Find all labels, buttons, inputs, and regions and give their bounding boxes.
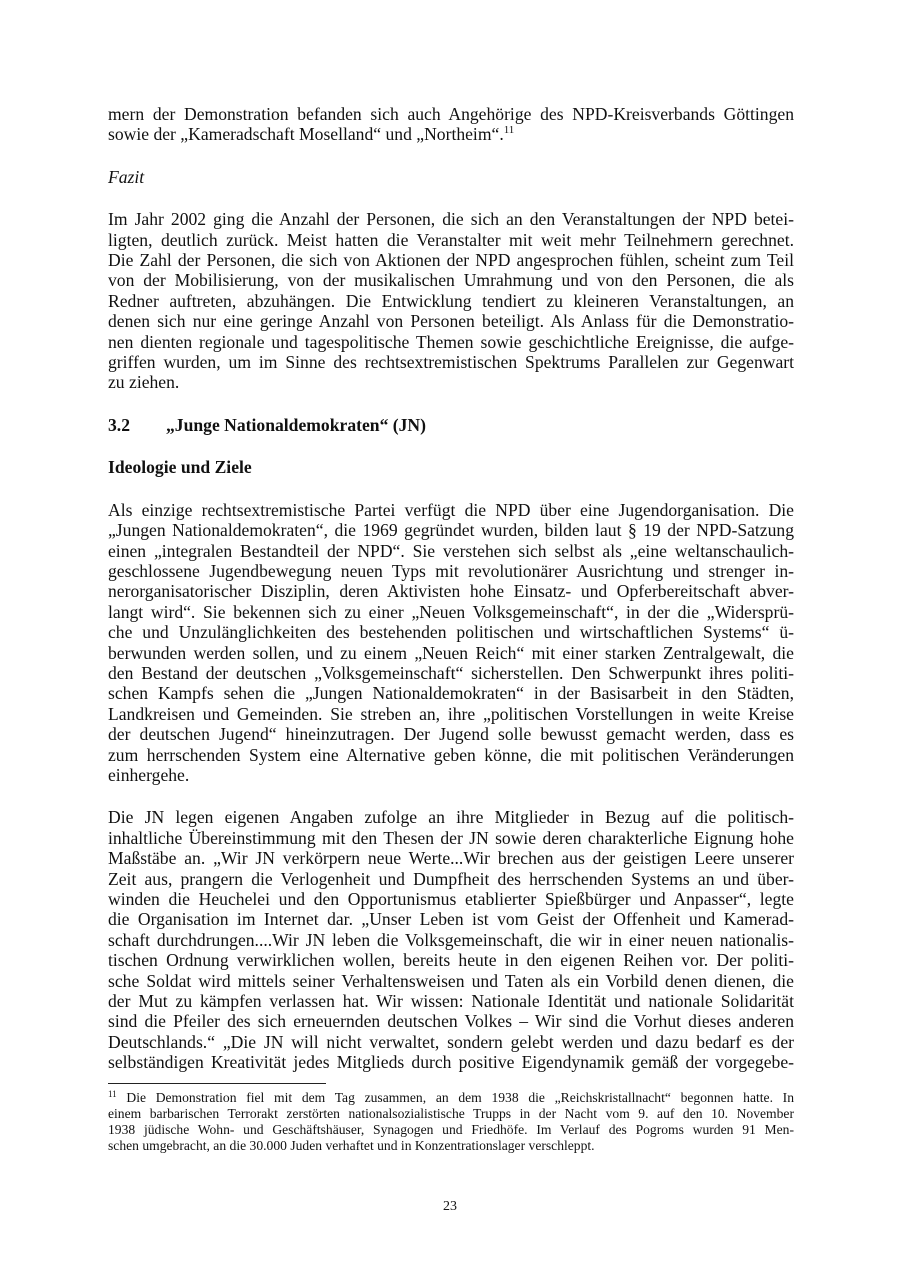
page-number: 23: [443, 1199, 457, 1214]
text-line: ligten, deutlich zurück. Meist hatten die Veranstalter mit weit mehr Teilnehmern gerechnet.: [108, 229, 794, 250]
text-line: von der Mobilisierung, von der musikalischen Umrahmung und von den Personen, die als: [108, 270, 794, 291]
section-heading: [108, 415, 794, 435]
footnote-line: $^{11}$ Die Demonstration fiel mit dem Tag zusammen, an dem 1938 die „Reichskristallnacht“ begonnen hatte. In: [108, 1088, 794, 1105]
text-line: Die Zahl der Personen, die sich von Aktionen der NPD angesprochen fühlen, scheint zum Teil: [108, 250, 794, 271]
text-line: selbständigen Kreativität jedes Mitglieds durch positive Eigendynamik gemäß der vorgegebe-: [108, 1052, 794, 1073]
footnote-separator: [108, 1083, 326, 1084]
text-line: geschlossene Jugendbewegung neuen Typs mit revolutionärer Ausrichtung und strenger in-: [108, 560, 794, 581]
footnote-number: 11: [108, 1088, 117, 1099]
text-line: der Mut zu kämpfen verlassen hat. Wir wissen: Nationale Identität und nationale Solidarität: [108, 991, 794, 1012]
text-line: schaft durchdrungen....Wir JN leben die Volksgemeinschaft, die wir in einer neuen nationalis-: [108, 929, 794, 950]
text-line: mern der Demonstration befanden sich auch Angehörige des NPD-Kreisverbands Göttingen: [108, 104, 794, 124]
text-line: zu ziehen.: [108, 372, 180, 393]
text-line: tischen Ordnung verwirklichen wollen, bereits heute in den eigenen Reihen vor. Der politi-: [108, 950, 794, 971]
footnote-line: einem barbarischen Terrorakt zerstörten nationalsozialistische Trupps in der Nacht vom 9. auf den 10. November: [108, 1105, 794, 1121]
text-line: Landkreisen und Gemeinden. Sie streben an, ihre „politischen Vorstellungen in weite Kreise: [108, 703, 794, 724]
ideology-paragraph: [108, 500, 794, 786]
text-line: sche Soldat wird mittels seiner Verhaltensweisen und Taten als ein Vorbild denen dienen, die: [108, 970, 794, 991]
footnote-reference[interactable]: 11: [503, 124, 515, 137]
fazit-paragraph: [108, 209, 794, 393]
text-line: den Bestand der deutschen „Volksgemeinschaft“ sicherstellen. Den Schwerpunkt ihres politi-: [108, 662, 794, 683]
fazit-heading: Fazit: [108, 166, 145, 187]
subsection-heading: Ideologie und Ziele: [108, 457, 252, 478]
text-line: Die JN legen eigenen Angaben zufolge an ihre Mitglieder in Bezug auf die politisch-: [108, 807, 794, 828]
text-line: Maßstäbe an. „Wir JN verkörpern neue Werte...Wir brechen aus der geistigen Leere unserer: [108, 848, 794, 869]
text-line: langt wird“. Sie bekennen sich zu einer „Neuen Volksgemeinschaft“, in der die „Widersprü-: [108, 601, 794, 622]
text-line: schen Kampfs sehen die „Jungen Nationaldemokraten“ in der Basisarbeit in den Städten,: [108, 683, 794, 704]
text-line: nen dienten regionale und tagespolitische Themen sowie geschichtliche Ereignisse, die aufge-: [108, 331, 794, 352]
text-line: berwunden werden sollen, und zu einem „Neuen Reich“ mit einer starken Zentralgewalt, die: [108, 642, 794, 663]
text-line: der deutschen Jugend“ hineinzutragen. Der Jugend solle bewusst gemacht werden, dass es: [108, 724, 794, 745]
footnote: [108, 1090, 794, 1155]
text-line: griffen wurden, um im Sinne des rechtsextremistischen Spektrums Parallelen zur Gegenwart: [108, 352, 794, 373]
text-line: „Jungen Nationaldemokraten“, die 1969 gegründet wurden, bilden laut § 19 der NPD-Satzung: [108, 520, 794, 541]
text-line: Deutschlands.“ „Die JN will nicht verwaltet, sondern gelebt werden und dazu bedarf es der: [108, 1031, 794, 1052]
document-page: [108, 104, 794, 1154]
section-title: „Junge Nationaldemokraten“ (JN): [166, 414, 426, 435]
text-line: inhaltliche Übereinstimmung mit den Thesen der JN sowie deren charakterliche Eignung hohe: [108, 827, 794, 848]
text-line: Als einzige rechtsextremistische Partei verfügt die NPD über eine Jugendorganisation. Die: [108, 499, 794, 520]
text-line: sind die Pfeiler des sich erneuernden deutschen Volkes – Wir sind die Vorhut dieses anderen: [108, 1011, 794, 1032]
footnote-line: schen umgebracht, an die 30.000 Juden verhaftet und in Konzentrationslager verschleppt.: [108, 1138, 595, 1154]
intro-paragraph: [108, 104, 794, 145]
text-line: winden die Heuchelei und den Opportunismus etablierter Spießbürger und Anpasser“, legte: [108, 889, 794, 909]
text-line: einhergehe.: [108, 764, 190, 785]
section-number: 3.2: [108, 414, 130, 435]
text-line: nerorganisatorischer Disziplin, deren Aktivisten hohe Einsatz- und Opferbereitschaft abver-: [108, 581, 794, 602]
text-line: die Organisation im Internet dar. „Unser Leben ist vom Geist der Offenheit und Kamerad-: [108, 909, 794, 930]
text-line: einen „integralen Bestandteil der NPD“. Sie verstehen sich selbst als „eine weltanschaulich-: [108, 540, 794, 561]
text-line: denen sich nur eine geringe Anzahl von Personen beteiligt. Als Anlass für die Demonstratio-: [108, 311, 794, 332]
text-line: Zeit aus, prangern die Verlogenheit und Dumpfheit des herrschenden Systems an und über-: [108, 868, 794, 889]
text-line: sowie der „Kameradschaft Moselland“ und „Northeim“.$^{11}$: [108, 124, 515, 145]
footnote-line: 1938 jüdische Wohn- und Geschäftshäuser, Synagogen und Friedhöfe. Im Verlauf des Pogroms wurden 91 Men-: [108, 1122, 794, 1138]
text-line: zum herrschenden System eine Alternative geben könne, die mit politischen Veränderungen: [108, 744, 794, 765]
text-line: che und Unzulänglichkeiten des bestehenden politischen und wirtschaftlichen Systems“ ü-: [108, 622, 794, 643]
jn-paragraph: [108, 807, 794, 1072]
text-line: Redner auftreten, abzuhängen. Die Entwicklung tendiert zu kleineren Veranstaltungen, an: [108, 290, 794, 311]
text-line: Im Jahr 2002 ging die Anzahl der Personen, die sich an den Veranstaltungen der NPD betei-: [108, 209, 794, 230]
